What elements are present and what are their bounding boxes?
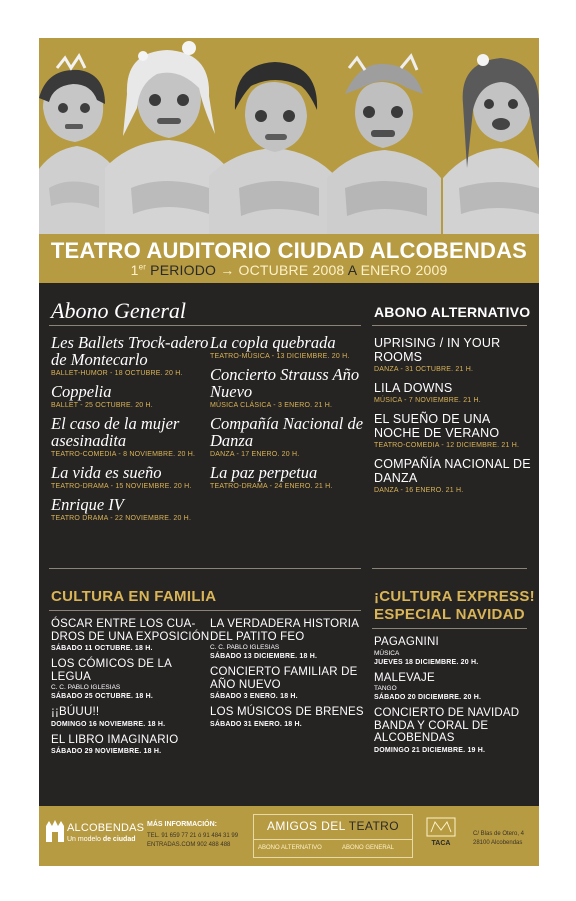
alcobendas-crest-icon xyxy=(45,818,65,844)
alt-item xyxy=(374,381,534,404)
info-label: MÁS INFORMACIÓN: xyxy=(147,821,217,828)
period-to: ENERO 2009 xyxy=(360,262,448,278)
info-web: ENTRADAS.COM 902 488 488 xyxy=(147,842,231,848)
express-title: MALEVAJE xyxy=(374,671,435,684)
show-item xyxy=(51,334,211,377)
footer xyxy=(39,806,539,866)
abono-general-heading: Abono General xyxy=(51,298,187,323)
show-title: El caso de la mujer asesinadita xyxy=(51,414,180,450)
show-title: La vida es sueño xyxy=(51,463,162,482)
express-date: SÁBADO 20 DICIEMBRE. 20 H. xyxy=(374,694,482,701)
family-date: SÁBADO 29 NOVIEMBRE. 18 H. xyxy=(51,748,162,755)
show-item xyxy=(210,366,365,409)
info-tel: TEL. 91 659 77 21 ó 91 484 31 99 xyxy=(147,833,239,839)
alt-meta: TEATRO-COMEDIA - 12 DICIEMBRE. 21 H. xyxy=(374,442,520,449)
show-title: Concierto Strauss Año Nuevo xyxy=(210,365,360,401)
show-item xyxy=(210,334,365,360)
abono-general-right xyxy=(210,334,365,496)
cultura-familia-left xyxy=(51,618,211,761)
express-title: PAGAGNINI xyxy=(374,636,439,648)
alt-item xyxy=(374,412,534,449)
show-meta: BALLET-HUMOR - 18 OCTUBRE. 20 H. xyxy=(51,370,183,377)
express-venue: TANGO xyxy=(374,685,397,692)
alt-meta: MÚSICA - 7 NOVIEMBRE. 21 H. xyxy=(374,397,481,404)
show-title: Enrique IV xyxy=(51,495,124,514)
cultura-express-list xyxy=(374,636,534,760)
show-meta: BALLET - 25 OCTUBRE. 20 H. xyxy=(51,402,153,409)
cast-photo-illustration xyxy=(39,38,539,234)
family-date: SÁBADO 25 OCTUBRE. 18 H. xyxy=(51,693,154,700)
express-item xyxy=(374,672,534,702)
period-conj: A xyxy=(347,262,357,278)
family-item xyxy=(51,706,211,728)
show-meta: DANZA - 17 ENERO. 20 H. xyxy=(210,451,300,458)
show-title: Compañía Nacional de Danza xyxy=(210,414,364,450)
poster-title: TEATRO AUDITORIO CIUDAD ALCOBENDAS xyxy=(50,238,528,263)
family-date: SÁBADO 3 ENERO. 18 H. xyxy=(210,693,298,700)
express-title: CONCIERTO DE NAVIDAD BANDA Y CORAL DE ALCOBENDAS xyxy=(374,707,520,744)
address-line-2: 28100 Alcobendas xyxy=(473,840,523,846)
amigos-box xyxy=(253,814,413,858)
family-title: EL LIBRO IMAGINARIO xyxy=(51,733,179,746)
abono-general-rule xyxy=(49,325,361,326)
show-item xyxy=(51,496,211,522)
alt-title: EL SUEÑO DE UNA NOCHE DE VERANO xyxy=(374,412,500,440)
family-item xyxy=(51,734,211,756)
abono-alternativo-rule xyxy=(372,325,527,326)
abono-alternativo-heading: ABONO ALTERNATIVO xyxy=(374,304,531,320)
family-venue: C. C. PABLO IGLESIAS xyxy=(210,644,280,651)
period-arrow: → xyxy=(220,262,235,278)
amigos-sub-2: ABONO GENERAL xyxy=(342,845,395,851)
alt-title: UPRISING / IN YOUR ROOMS xyxy=(374,336,501,364)
family-title: LOS CÓMICOS DE LA LEGUA xyxy=(51,658,172,683)
show-item xyxy=(51,415,211,458)
express-venue: MÚSICA xyxy=(374,649,400,657)
mid-rule-left xyxy=(49,568,361,569)
alt-meta: DANZA - 31 OCTUBRE. 21 H. xyxy=(374,366,474,373)
logo-tag-b: de ciudad xyxy=(102,836,136,843)
show-item xyxy=(51,464,211,490)
show-meta: TEATRO DRAMA - 22 NOVIEMBRE. 20 H. xyxy=(51,515,192,522)
period-from: OCTUBRE 2008 xyxy=(238,262,345,278)
alcobendas-logo-name: ALCOBENDAS xyxy=(67,822,145,834)
show-meta: MÚSICA CLÁSICA - 3 ENERO. 21 H. xyxy=(210,402,333,409)
logo-tag-a: Un modelo xyxy=(67,836,101,843)
mid-rule-right xyxy=(372,568,527,569)
alt-item xyxy=(374,457,534,494)
show-meta: TEATRO-DRAMA - 24 ENERO. 21 H. xyxy=(210,483,333,490)
family-venue: C. C. PABLO IGLESIAS xyxy=(51,684,121,691)
express-item xyxy=(374,636,534,666)
family-item xyxy=(210,666,365,700)
family-title: ¡¡BÚUU!! xyxy=(51,706,100,718)
family-item xyxy=(210,706,365,728)
amigos-title-a: AMIGOS DEL xyxy=(267,819,346,833)
period-ordinal-suffix: er xyxy=(138,262,147,272)
alcobendas-logo-tagline xyxy=(67,836,136,843)
abono-alternativo-list xyxy=(374,336,534,502)
family-title: LOS MÚSICOS DE BRENES xyxy=(210,706,364,718)
show-meta: TEATRO-MÚSICA - 13 DICIEMBRE. 20 H. xyxy=(210,353,350,360)
cultura-familia-rule xyxy=(49,610,361,611)
show-title: Les Ballets Trock-adero de Montecarlo xyxy=(51,333,209,369)
family-title: LA VERDADERA HISTORIA DEL PATITO FEO xyxy=(210,618,359,643)
alt-title: COMPAÑÍA NACIONAL DE DANZA xyxy=(374,457,531,485)
family-date: SÁBADO 13 DICIEMBRE. 18 H. xyxy=(210,653,318,660)
cultura-express-heading-2: ESPECIAL NAVIDAD xyxy=(374,606,525,623)
taca-label: TACA xyxy=(431,840,451,847)
abono-general-left xyxy=(51,334,211,528)
show-title: Coppelia xyxy=(51,382,112,401)
show-meta: TEATRO-DRAMA - 15 NOVIEMBRE. 20 H. xyxy=(51,483,192,490)
poster xyxy=(39,38,539,866)
alt-meta: DANZA - 16 ENERO. 21 H. xyxy=(374,487,464,494)
family-date: SÁBADO 11 OCTUBRE. 18 H. xyxy=(51,645,153,652)
amigos-title-b: TEATRO xyxy=(348,819,399,833)
title-band xyxy=(39,234,539,283)
family-title: ÓSCAR ENTRE LOS CUA-DROS DE UNA EXPOSICIÓN xyxy=(51,618,210,643)
cultura-express-rule xyxy=(372,628,527,629)
address-line-1: C/ Blas de Otero, 4 xyxy=(473,831,525,837)
cultura-familia-right xyxy=(210,618,365,734)
amigos-title xyxy=(254,819,412,833)
cultura-familia-heading: CULTURA EN FAMILIA xyxy=(51,588,217,605)
show-item xyxy=(51,383,211,409)
family-title: CONCIERTO FAMILIAR DE AÑO NUEVO xyxy=(210,666,358,691)
cultura-express-heading xyxy=(374,588,535,624)
express-date: JUEVES 18 DICIEMBRE. 20 H. xyxy=(374,658,479,666)
family-item xyxy=(51,658,211,700)
family-item xyxy=(210,618,365,660)
alt-item xyxy=(374,336,534,373)
show-item xyxy=(210,415,365,458)
cultura-express-heading-1: ¡CULTURA EXPRESS! xyxy=(374,588,535,605)
period-word: PERIODO xyxy=(150,262,217,278)
season-period xyxy=(39,262,539,278)
express-item xyxy=(374,707,534,754)
period-ordinal: 1 xyxy=(130,262,139,278)
show-title: La paz perpetua xyxy=(210,463,318,482)
amigos-divider xyxy=(254,839,412,840)
cast-photo xyxy=(39,38,539,234)
show-item xyxy=(210,464,365,490)
alt-title: LILA DOWNS xyxy=(374,381,453,395)
family-date: DOMINGO 16 NOVIEMBRE. 18 H. xyxy=(51,720,166,728)
show-title: La copla quebrada xyxy=(210,333,336,352)
express-date: DOMINGO 21 DICIEMBRE. 19 H. xyxy=(374,746,486,754)
show-meta: TEATRO-COMEDIA - 8 NOVIEMBRE. 20 H. xyxy=(51,451,196,458)
family-item xyxy=(51,618,211,652)
amigos-sub-1: ABONO ALTERNATIVO xyxy=(258,845,322,851)
family-date: SÁBADO 31 ENERO. 18 H. xyxy=(210,720,302,728)
